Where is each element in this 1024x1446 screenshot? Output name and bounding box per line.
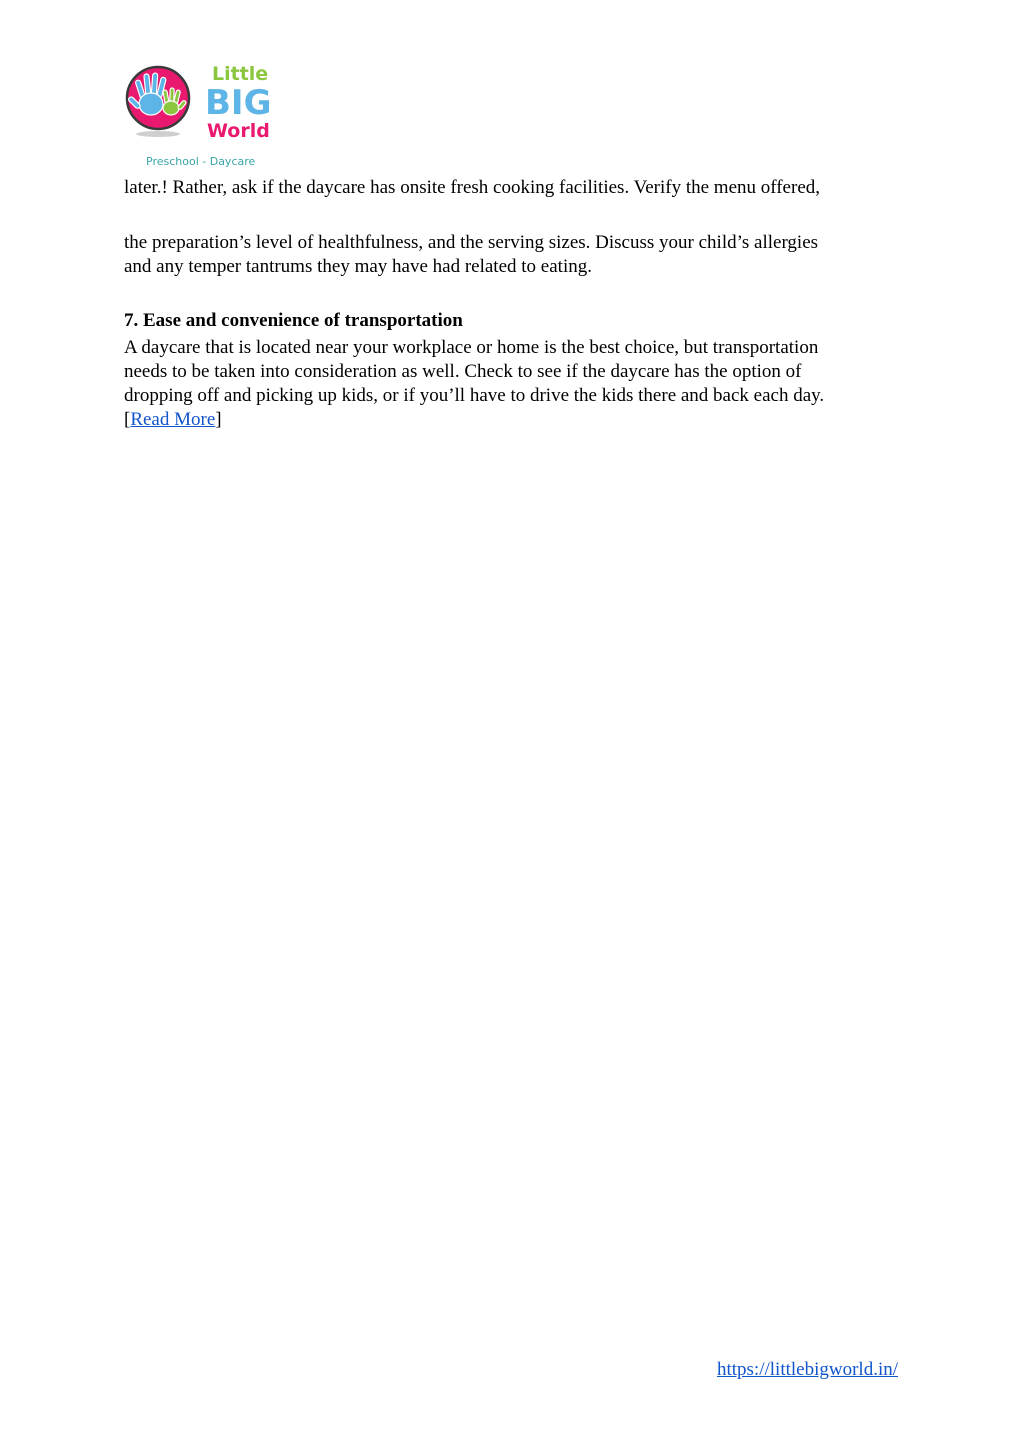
paragraph-line: the preparation’s level of healthfulness, and the serving sizes. Discuss your child’s allergies — [124, 232, 819, 253]
bracket-open: [ — [124, 409, 131, 430]
logo-word-big: BIG — [205, 83, 272, 123]
paragraph-menu — [124, 176, 904, 200]
heading-text: 7. Ease and convenience of transportation — [124, 310, 463, 331]
paragraph-line: dropping off and picking up kids, or if you’ll have to drive the kids there and back each day. — [124, 385, 825, 406]
paragraph-transportation — [124, 336, 904, 432]
paragraph-preparation — [124, 231, 904, 279]
section-heading-transportation — [124, 309, 904, 333]
paragraph-text: later.! Rather, ask if the daycare has onsite fresh cooking facilities. Verify the menu offered, — [124, 177, 821, 198]
logo — [120, 58, 290, 170]
footer-website-link[interactable]: https://littlebigworld.in/ — [716, 1359, 898, 1380]
logo-tagline: Preschool - Daycare — [146, 155, 256, 168]
paragraph-line: A daycare that is located near your workplace or home is the best choice, but transportation — [124, 337, 819, 358]
paragraph-line: and any temper tantrums they may have had related to eating. — [124, 256, 592, 277]
logo-word-world: World — [207, 120, 270, 142]
paragraph-line: needs to be taken into consideration as well. Check to see if the daycare has the option of — [124, 361, 802, 382]
handprint-logo-icon — [120, 58, 290, 170]
read-more-link[interactable]: Read More — [130, 409, 216, 430]
logo-word-little: Little — [212, 63, 269, 85]
bracket-close: ] — [215, 409, 222, 430]
